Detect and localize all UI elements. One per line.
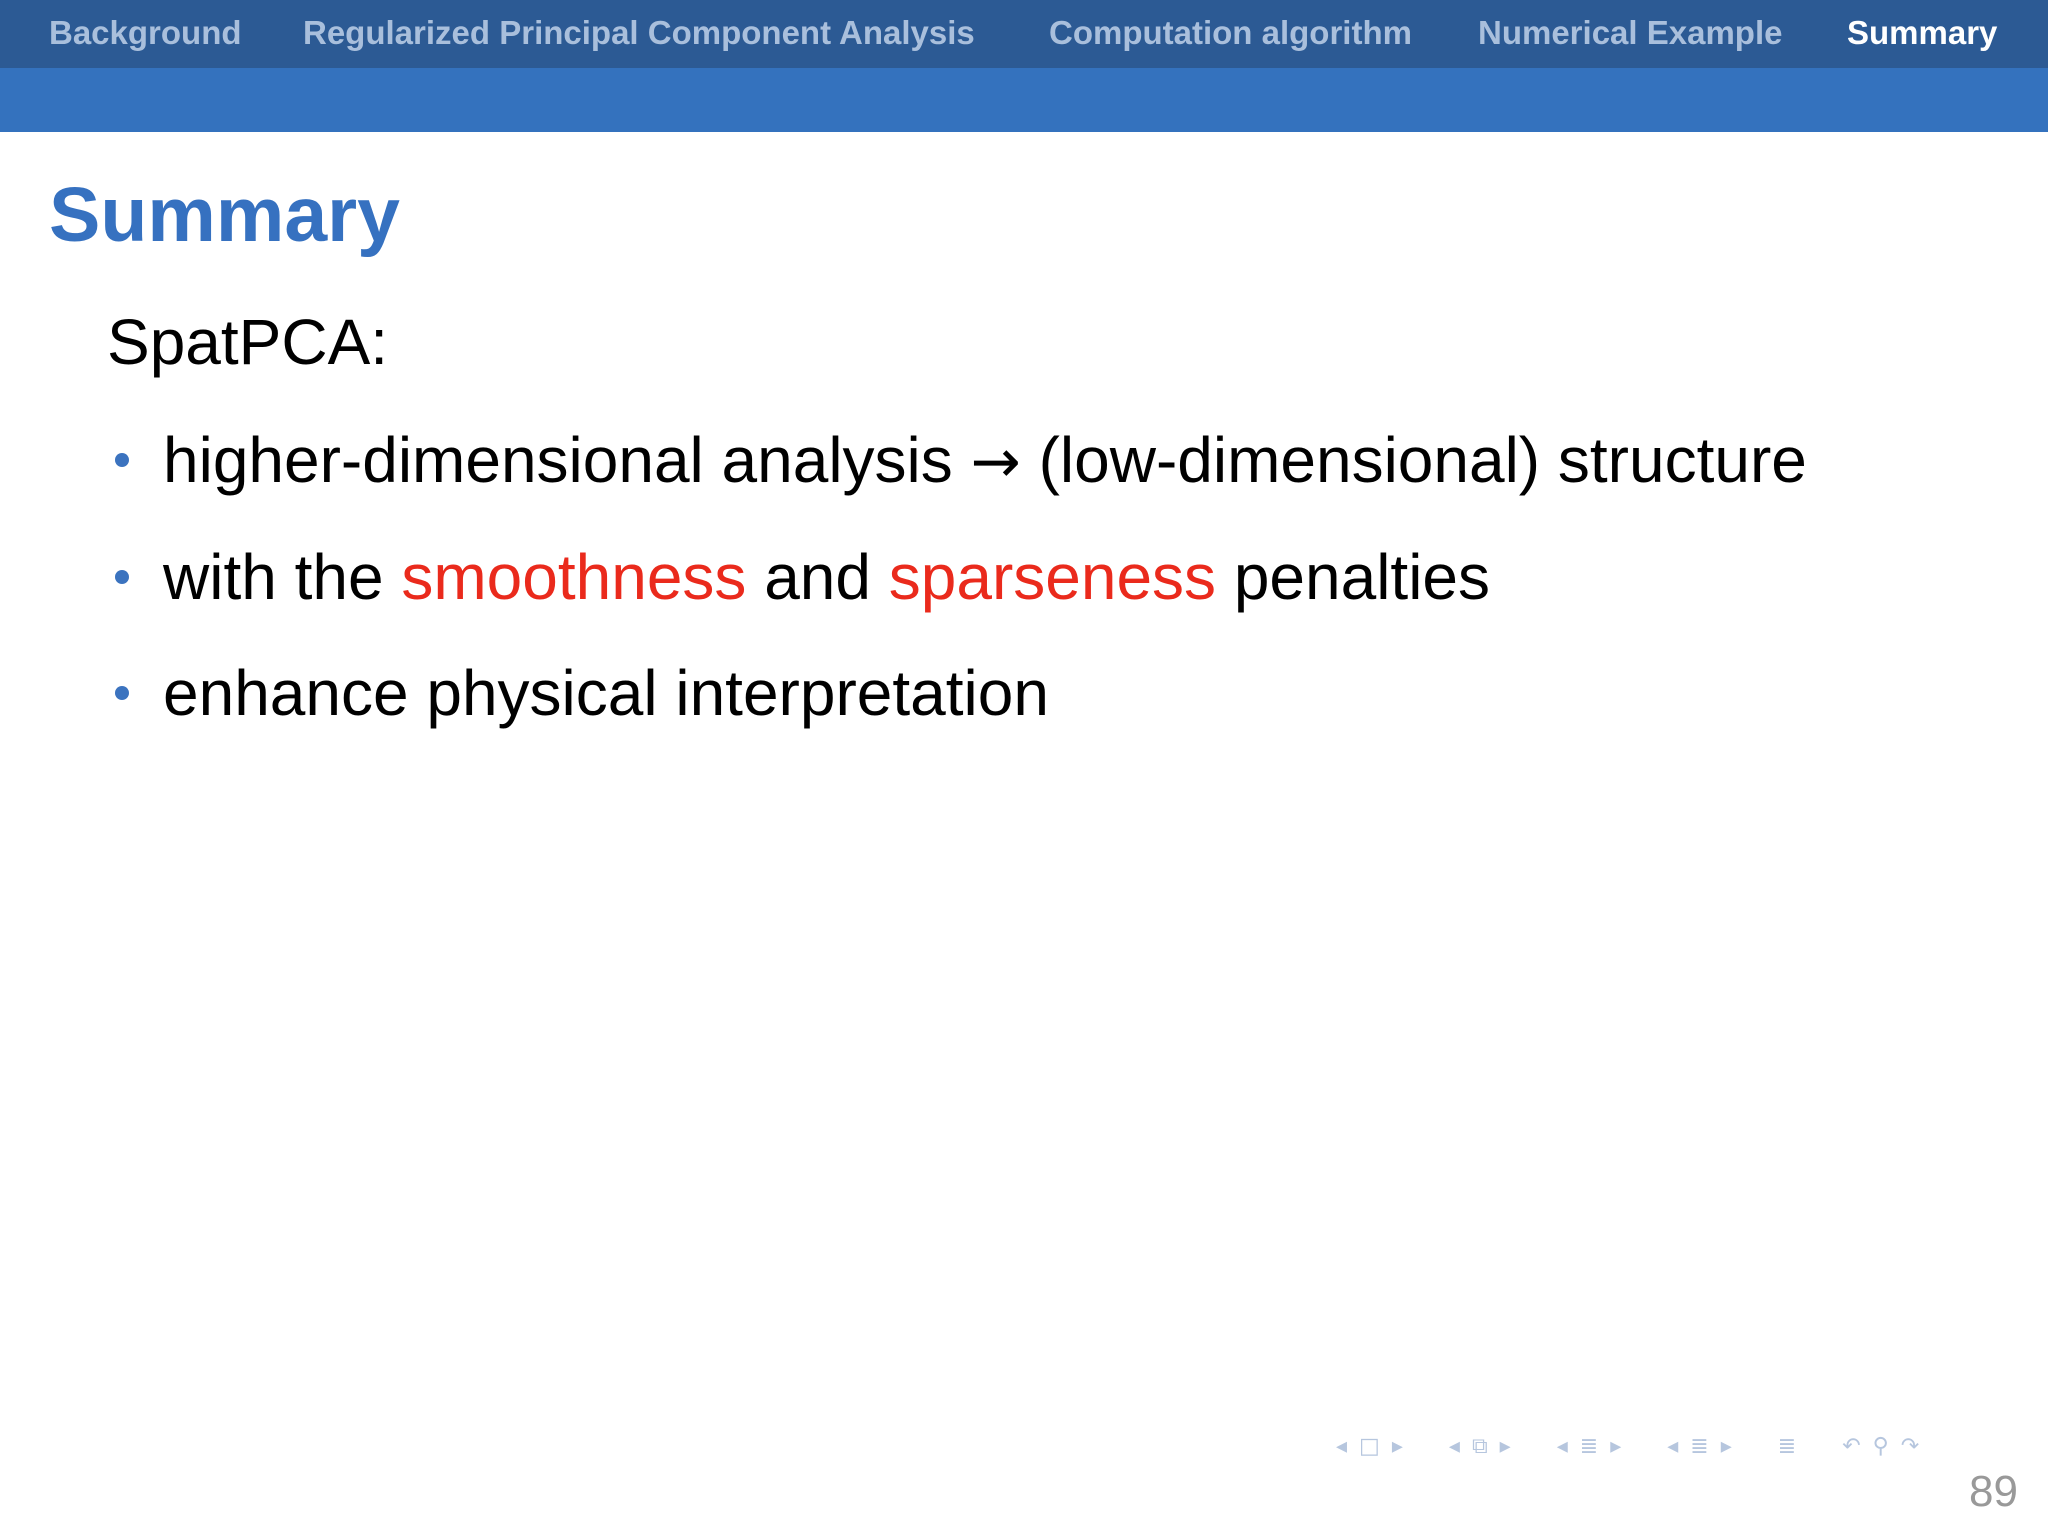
- section-icon[interactable]: ≣: [1579, 1433, 1599, 1459]
- appendix-icon[interactable]: ≣: [1777, 1433, 1797, 1459]
- subsection-bar: [0, 68, 2048, 132]
- bullet-2-text-2: and: [746, 541, 889, 613]
- prev-frame-icon[interactable]: ◂: [1336, 1433, 1348, 1459]
- highlight-smoothness: smoothness: [401, 541, 747, 613]
- bullet-dot-icon: [115, 453, 129, 467]
- nav-item-computation-algorithm[interactable]: Computation algorithm: [1049, 14, 1412, 51]
- nav-item-summary[interactable]: Summary: [1847, 14, 1998, 51]
- bullet-1-text-before: higher-dimensional analysis: [163, 424, 971, 496]
- bullet-2-text-1: with the: [163, 541, 402, 613]
- subsection-icon[interactable]: ⧉: [1471, 1433, 1488, 1459]
- bullet-dot-icon: [115, 570, 129, 584]
- nav-item-regularized-pca[interactable]: Regularized Principal Component Analysis: [303, 14, 975, 51]
- next-doc-icon[interactable]: ▸: [1720, 1433, 1732, 1459]
- bullet-2-text-3: penalties: [1216, 541, 1490, 613]
- beamer-navigation-symbols: [1330, 1426, 1925, 1466]
- forward-icon[interactable]: ↷: [1900, 1433, 1920, 1459]
- lead-text: SpatPCA:: [107, 306, 389, 378]
- doc-icon[interactable]: ≣: [1690, 1433, 1709, 1459]
- next-subsection-icon[interactable]: ▸: [1499, 1433, 1511, 1459]
- prev-section-icon[interactable]: ◂: [1556, 1433, 1568, 1459]
- highlight-sparseness: sparseness: [888, 541, 1217, 613]
- slide-title: Summary: [49, 172, 400, 258]
- bullet-1-text-after: (low-dimensional) structure: [1020, 424, 1807, 496]
- prev-subsection-icon[interactable]: ◂: [1448, 1433, 1460, 1459]
- page-number: 89: [1969, 1467, 2018, 1516]
- frame-icon[interactable]: □: [1359, 1433, 1380, 1459]
- bullet-3-text: enhance physical interpretation: [163, 657, 1049, 729]
- back-icon[interactable]: ↶: [1842, 1433, 1861, 1459]
- next-section-icon[interactable]: ▸: [1610, 1433, 1622, 1459]
- search-icon[interactable]: ⚲: [1872, 1433, 1889, 1459]
- nav-item-numerical-example[interactable]: Numerical Example: [1478, 14, 1783, 51]
- prev-doc-icon[interactable]: ◂: [1667, 1433, 1679, 1459]
- right-arrow-icon: →: [970, 427, 1021, 497]
- next-frame-icon[interactable]: ▸: [1391, 1433, 1403, 1459]
- top-navigation-bar: [0, 0, 2048, 68]
- nav-item-background[interactable]: Background: [49, 14, 242, 51]
- bullet-dot-icon: [115, 686, 129, 700]
